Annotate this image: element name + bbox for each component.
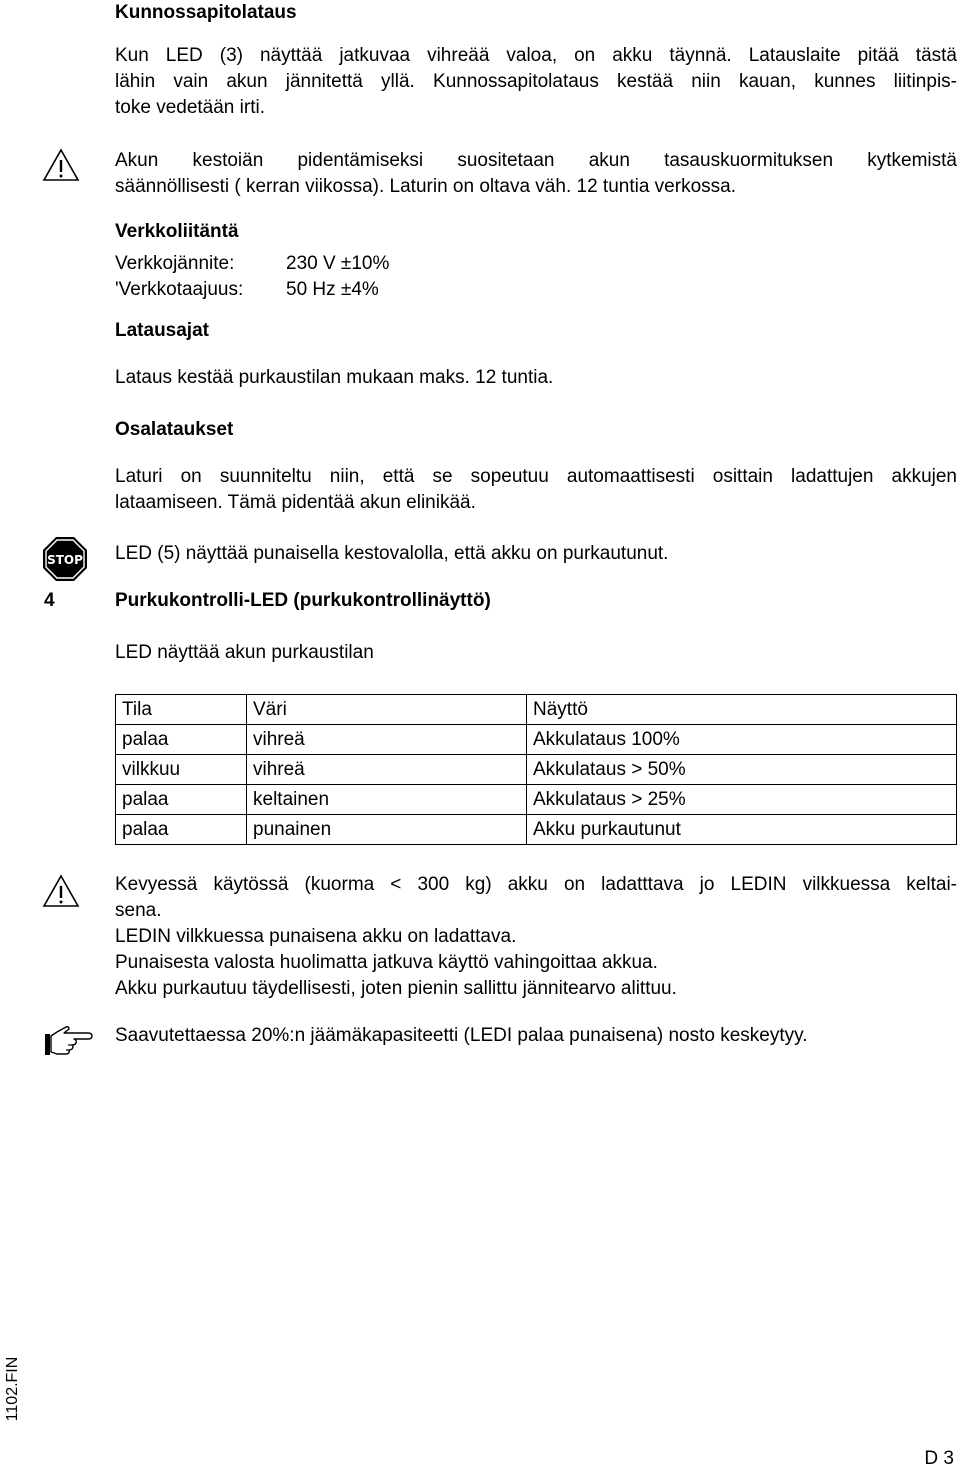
charge-times-text: Lataus kestää purkaustilan mukaan maks. 12 tuntia. [115,367,554,388]
equalize-warning-line-1: Akun kestoiän pidentämiseksi suositetaan akun tasauskuormituksen kytkemistä [115,150,957,171]
warning-triangle-icon [42,148,80,182]
table-header-cell: Tila [116,695,247,725]
table-cell: palaa [116,725,247,755]
table-row [116,815,957,845]
table-row [116,785,957,815]
heading-discharge-led: Purkukontrolli-LED (purkukontrollinäyttö) [115,590,491,611]
table-cell: keltainen [247,785,527,815]
maintenance-paragraph-line-2: lähin vain akun jännitettä yllä. Kunnossapitolataus kestää niin kauan, kunnes liitinpis- [115,71,957,92]
page-number: D 3 [924,1448,954,1469]
section-number: 4 [44,590,55,611]
table-header-cell: Väri [247,695,527,725]
maintenance-paragraph-line-1: Kun LED (3) näyttää jatkuvaa vihreää valoa, on akku täynnä. Latauslaite pitää tästä [115,45,957,66]
light-use-warning-line-3: LEDIN vilkkuessa punaisena akku on ladattava. [115,926,517,947]
table-cell: vihreä [247,755,527,785]
partial-charges-line-2: lataamiseen. Tämä pidentää akun elinikää. [115,492,476,513]
table-header-cell: Näyttö [527,695,957,725]
table-cell: Akkulataus > 50% [527,755,957,785]
light-use-warning-line-2: sena. [115,900,162,921]
light-use-warning-line-1: Kevyessä käytössä (kuorma < 300 kg) akku on ladatttava jo LEDIN vilkkuessa keltai- [115,874,957,895]
mains-frequency-value: 50 Hz ±4% [286,279,379,300]
hand-note-text: Saavutettaessa 20%:n jäämäkapasiteetti (LEDI palaa punaisena) nosto keskeytyy. [115,1025,808,1046]
warning-triangle-icon [42,874,80,908]
table-cell: palaa [116,815,247,845]
light-use-warning-line-5: Akku purkautuu täydellisesti, joten pienin sallittu jännitearvo alittuu. [115,978,677,999]
stop-sign-label: STOP [47,553,83,567]
table-header-row [116,695,957,725]
stop-note-text: LED (5) näyttää punaisella kestovalolla, että akku on purkautunut. [115,543,669,564]
table-cell: Akkulataus > 25% [527,785,957,815]
table-cell: palaa [116,785,247,815]
partial-charges-line-1: Laturi on suunniteltu niin, että se sopeutuu automaattisesti osittain ladattujen akkujen [115,466,957,487]
pointing-hand-icon [44,1022,94,1056]
table-cell: vilkkuu [116,755,247,785]
table-row [116,755,957,785]
heading-charge-times: Latausajat [115,320,209,341]
led-status-table [115,694,957,845]
heading-mains-connection: Verkkoliitäntä [115,221,239,242]
discharge-intro: LED näyttää akun purkaustilan [115,642,374,663]
stop-sign-icon [42,536,88,582]
heading-maintenance-charge: Kunnossapitolataus [115,2,297,23]
mains-voltage-value: 230 V ±10% [286,253,390,274]
table-cell: punainen [247,815,527,845]
table-row [116,725,957,755]
equalize-warning-line-2: säännöllisesti ( kerran viikossa). Laturin on oltava väh. 12 tuntia verkossa. [115,176,736,197]
heading-partial-charges: Osalataukset [115,419,234,440]
mains-frequency-label: 'Verkkotaajuus: [115,279,244,300]
table-cell: vihreä [247,725,527,755]
mains-voltage-label: Verkkojännite: [115,253,235,274]
document-code: 1102.FIN [4,1356,21,1422]
maintenance-paragraph-line-3: toke vedetään irti. [115,97,265,118]
table-cell: Akkulataus 100% [527,725,957,755]
table-cell: Akku purkautunut [527,815,957,845]
light-use-warning-line-4: Punaisesta valosta huolimatta jatkuva käyttö vahingoittaa akkua. [115,952,658,973]
